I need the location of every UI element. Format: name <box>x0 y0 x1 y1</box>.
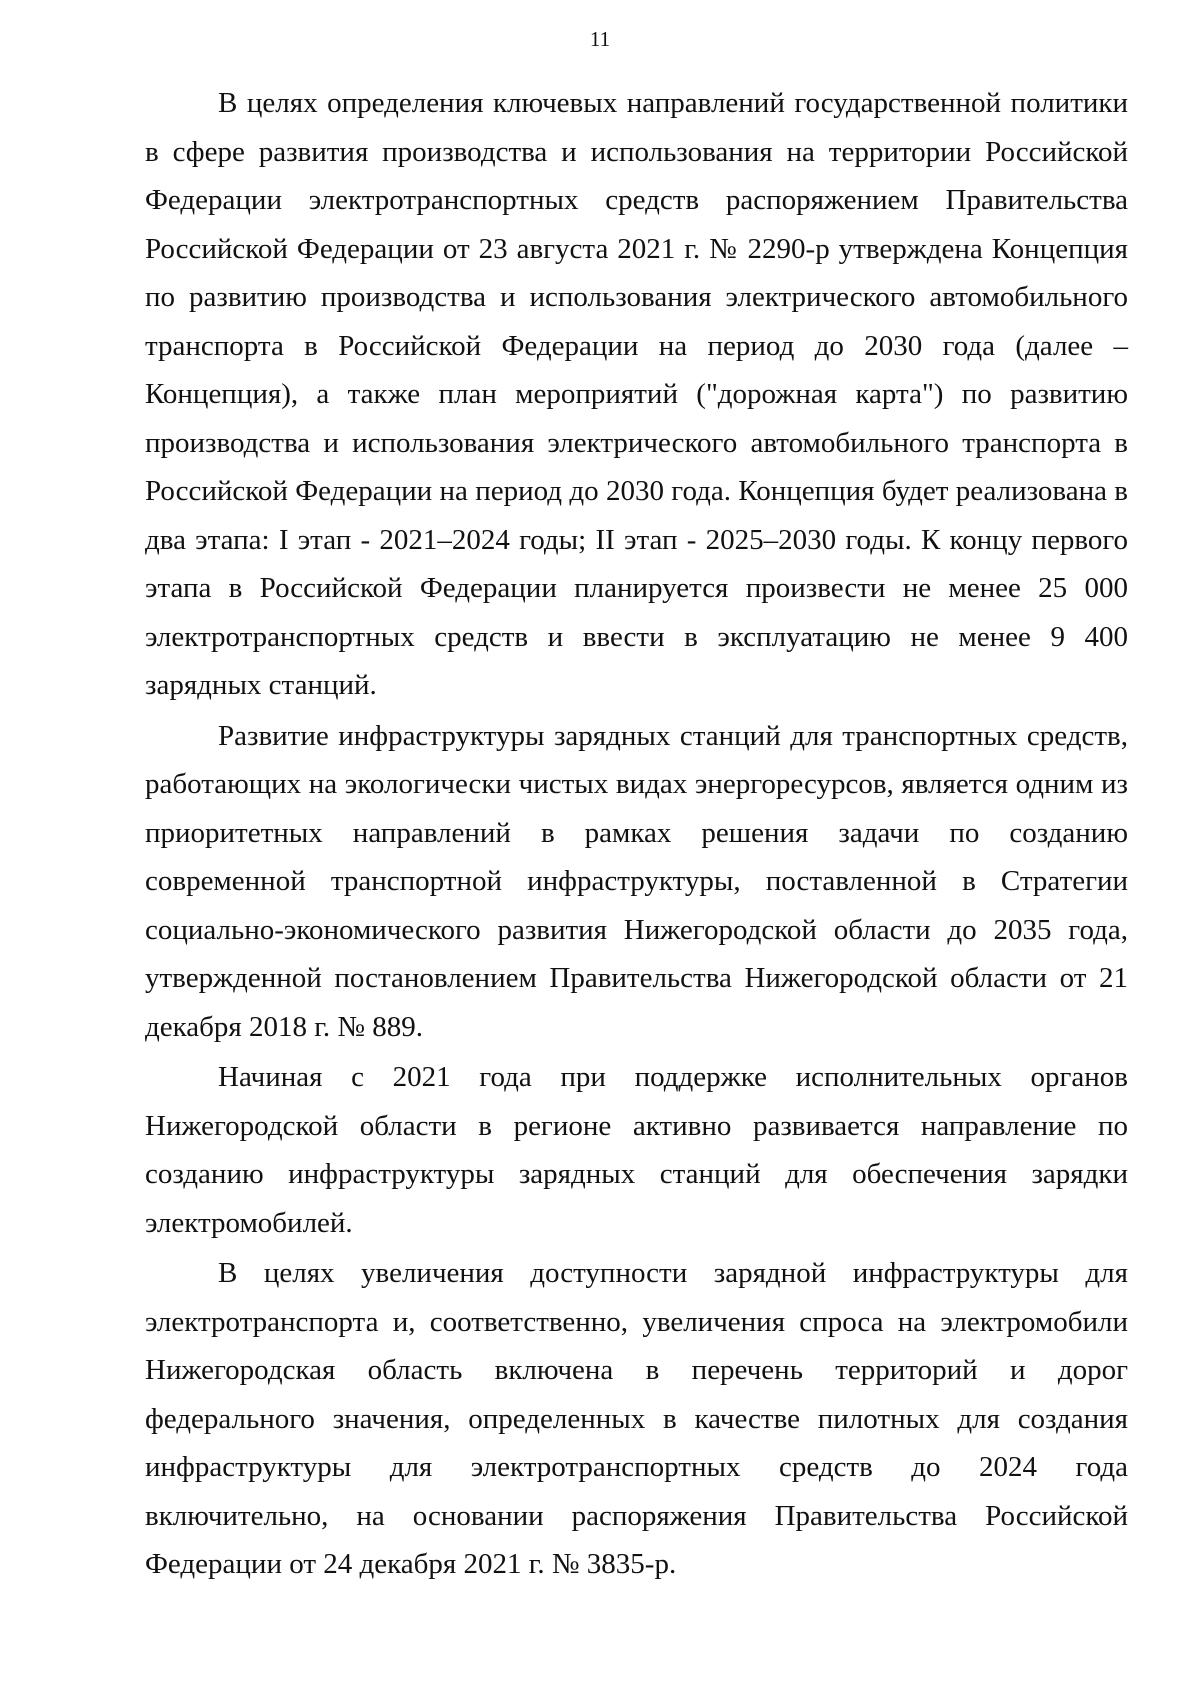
paragraph-pilot-territories: В целях увеличения доступности зарядной инфраструктуры для электротранспорта и, соответственно, увеличения спроса на электромобили Нижегородская область включена в перечень территорий и дорог федерального значения, определенных в качестве пилотных для создания инфраструктуры для электротранспортных средств до 2024 года включительно, на основании распоряжения Правительства Российской Федерации от 24 декабря 2021 г. № 3835-р. <box>145 1257 1128 1580</box>
document-body <box>145 79 1128 1591</box>
paragraph-concept: В целях определения ключевых направлений государственной политики в сфере развития производства и использования на территории Российской Федерации электротранспортных средств распоряжением Правительства Российской Федерации от 23 августа 2021 г. № 2290-р утверждена Концепция по развитию производства и использования электрического автомобильного транспорта в Российской Федерации на период до 2030 года (далее – Концепция), а также план мероприятий ("дорожная карта") по развитию производства и использования электрического автомобильного транспорта в Российской Федерации на период до 2030 года. Концепция будет реализована в два этапа: I этап - 2021–2024 годы; II этап - 2025–2030 годы. К концу первого этапа в Российской Федерации планируется произвести не менее 25 000 электротранспортных средств и ввести в эксплуатацию не менее 9 400 зарядных станций. <box>145 87 1128 701</box>
paragraph-infrastructure-strategy: Развитие инфраструктуры зарядных станций для транспортных средств, работающих на экологически чистых видах энергоресурсов, является одним из приоритетных направлений в рамках решения задачи по созданию современной транспортной инфраструктуры, поставленной в Стратегии социально-экономического развития Нижегородской области до 2035 года, утвержденной постановлением Правительства Нижегородской области от 21 декабря 2018 г. № 889. <box>145 719 1128 1043</box>
page-number: 11 <box>589 27 611 51</box>
paragraph-regional-development: Начиная с 2021 года при поддержке исполнительных органов Нижегородской области в регионе активно развивается направление по созданию инфраструктуры зарядных станций для обеспечения зарядки электромобилей. <box>145 1061 1128 1239</box>
